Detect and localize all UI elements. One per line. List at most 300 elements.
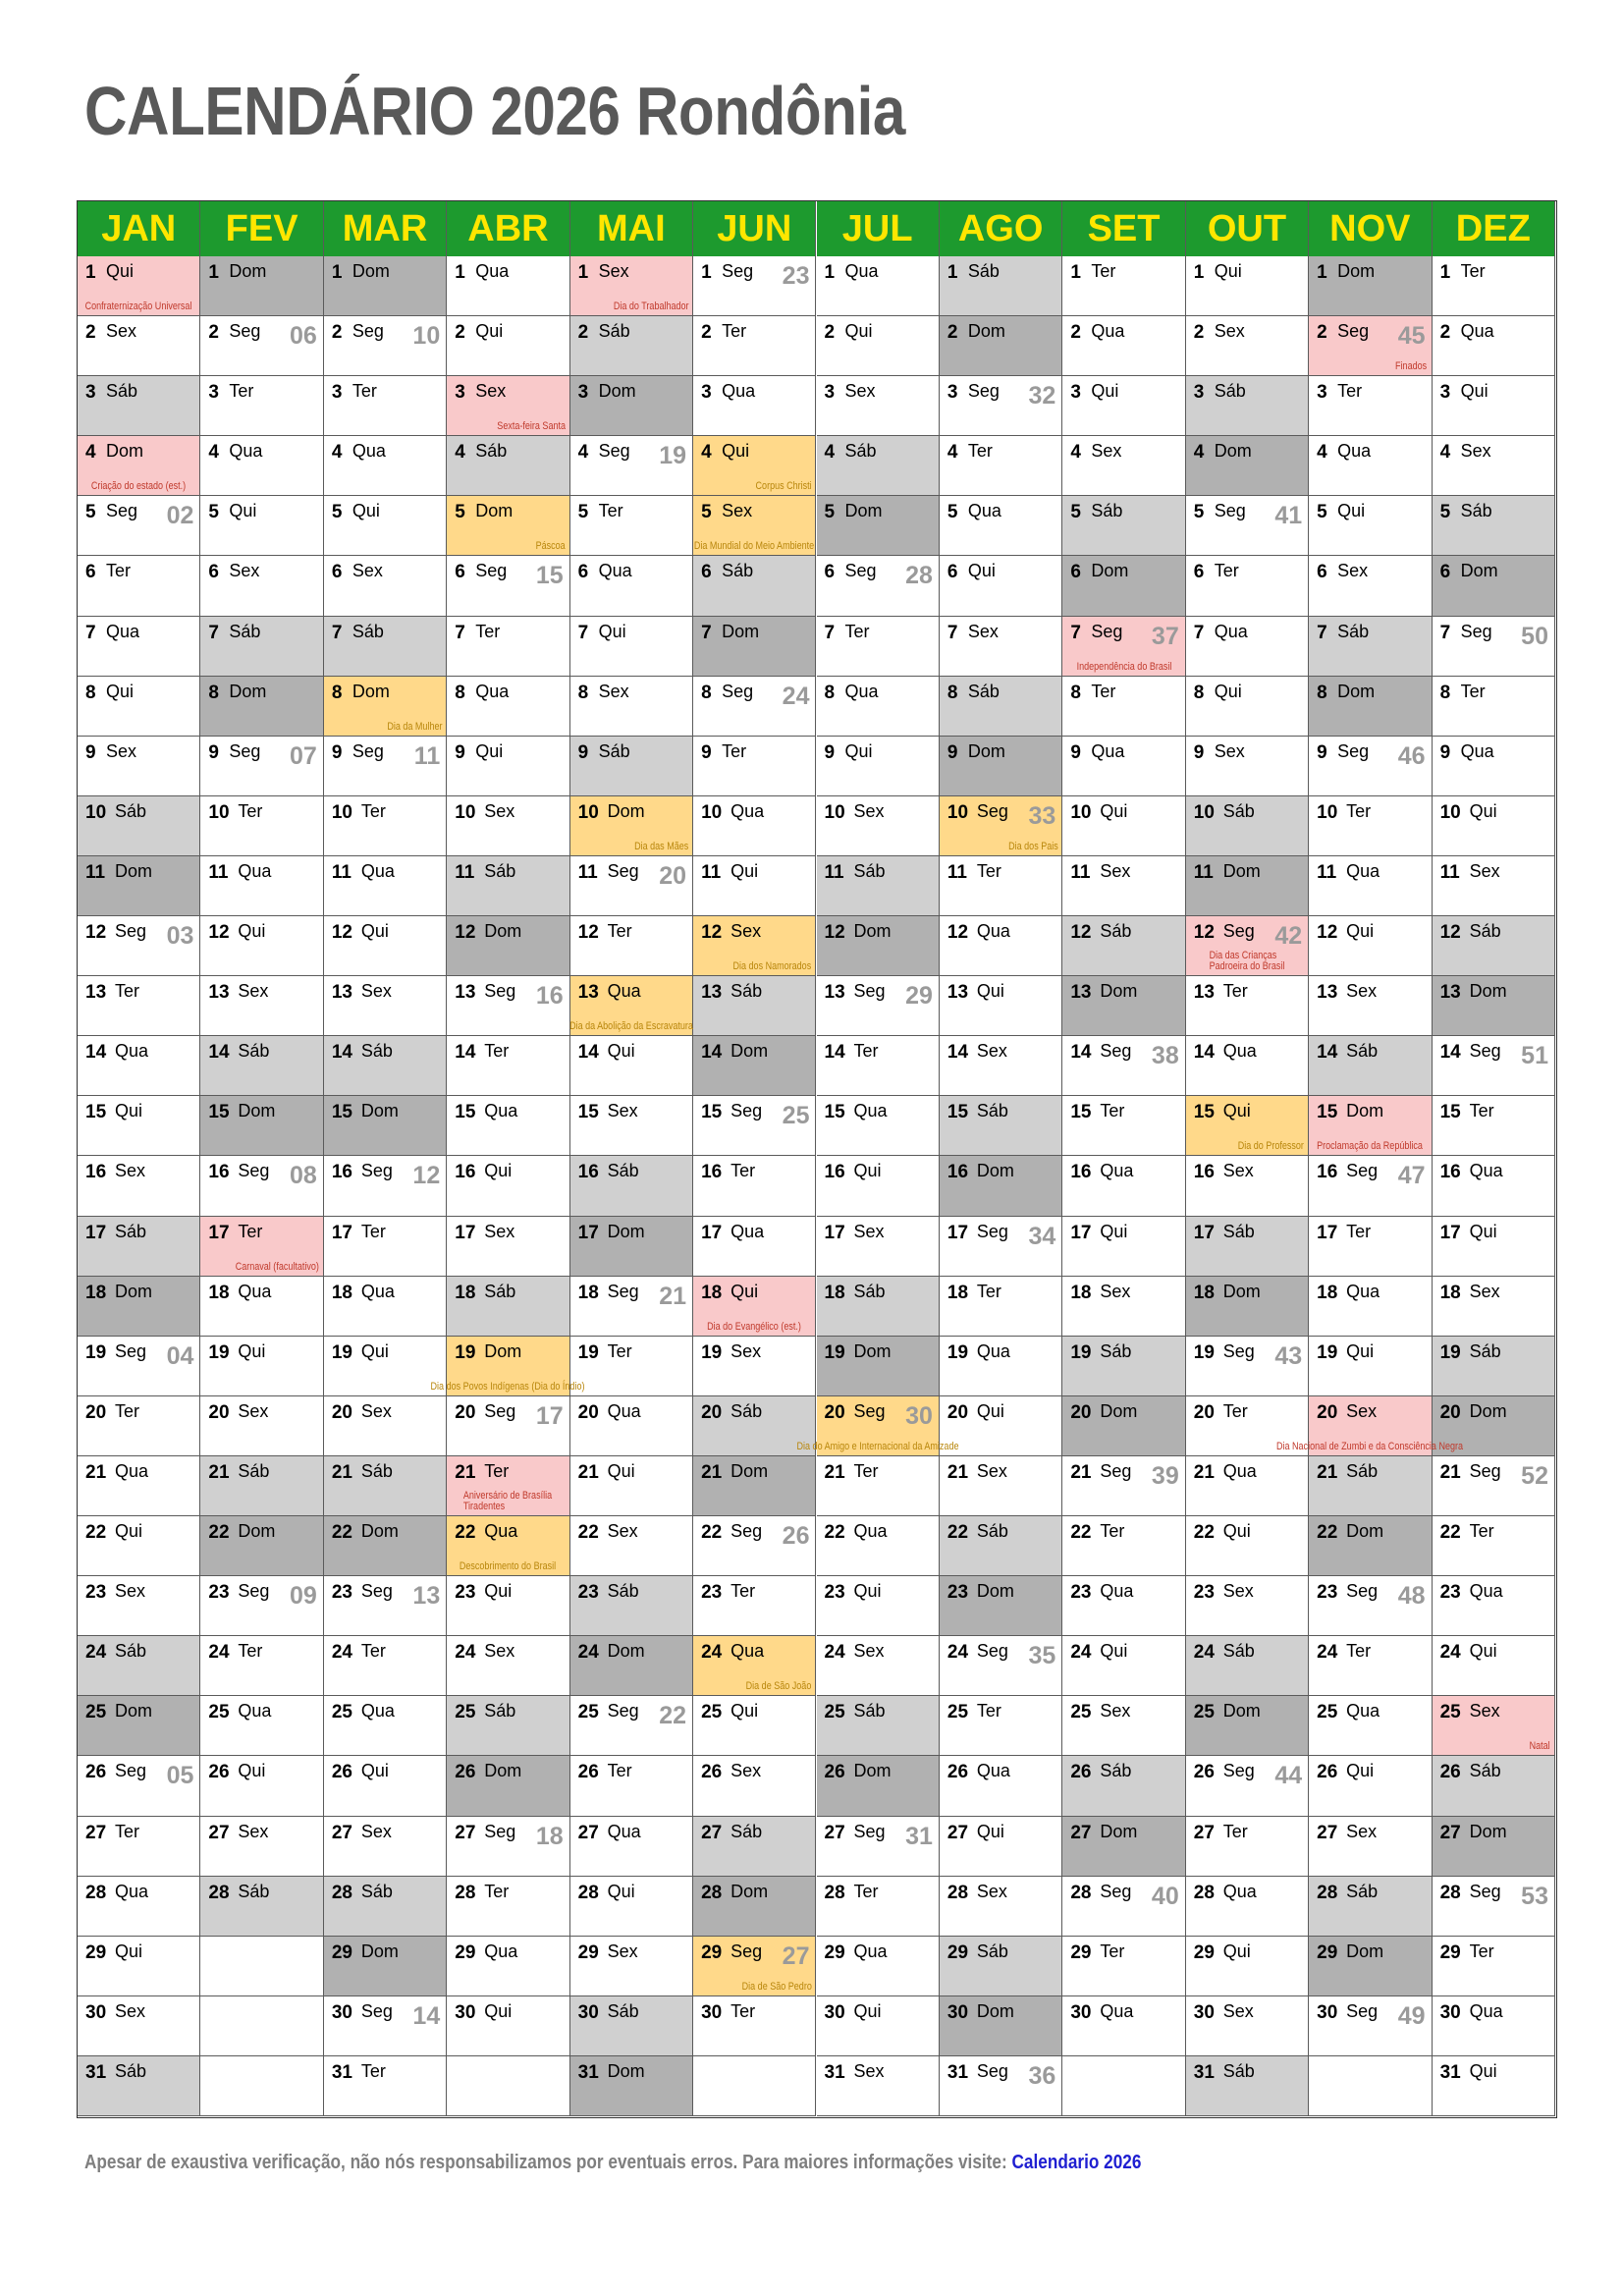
day-cell[interactable] — [324, 1937, 447, 1996]
day-cell[interactable] — [200, 1817, 323, 1877]
day-cell[interactable] — [817, 1096, 940, 1156]
day-cell[interactable] — [1433, 976, 1555, 1036]
day-cell[interactable] — [78, 1036, 200, 1096]
day-cell[interactable] — [1309, 856, 1432, 916]
day-cell[interactable] — [1433, 316, 1555, 376]
day-cell[interactable] — [447, 796, 569, 856]
day-cell[interactable] — [324, 916, 447, 976]
day-cell[interactable] — [447, 376, 569, 436]
day-cell[interactable] — [78, 1456, 200, 1516]
day-cell[interactable] — [324, 1096, 447, 1156]
day-cell[interactable] — [940, 1217, 1062, 1277]
day-cell[interactable] — [940, 1277, 1062, 1337]
day-cell[interactable] — [570, 2056, 693, 2116]
day-cell[interactable] — [78, 1156, 200, 1216]
day-cell[interactable] — [693, 556, 816, 616]
day-cell[interactable] — [78, 976, 200, 1036]
day-cell[interactable] — [940, 1516, 1062, 1576]
day-cell[interactable] — [78, 737, 200, 796]
day-cell[interactable] — [1433, 1096, 1555, 1156]
day-cell[interactable] — [324, 316, 447, 376]
day-cell[interactable] — [1186, 1877, 1309, 1937]
day-cell[interactable] — [693, 617, 816, 677]
day-cell[interactable] — [78, 677, 200, 737]
day-cell[interactable] — [570, 436, 693, 496]
day-cell[interactable] — [1062, 1277, 1185, 1337]
day-cell[interactable] — [447, 1396, 569, 1456]
day-cell[interactable] — [570, 1337, 693, 1396]
day-cell[interactable] — [940, 677, 1062, 737]
day-cell[interactable] — [1433, 677, 1555, 737]
day-cell[interactable] — [78, 1576, 200, 1636]
day-cell[interactable] — [447, 677, 569, 737]
day-cell[interactable] — [693, 256, 816, 316]
day-cell[interactable] — [570, 496, 693, 556]
day-cell[interactable] — [1062, 1217, 1185, 1277]
day-cell[interactable] — [1186, 1937, 1309, 1996]
day-cell[interactable] — [940, 256, 1062, 316]
day-cell[interactable] — [1062, 1996, 1185, 2056]
day-cell[interactable] — [1186, 737, 1309, 796]
day-cell[interactable] — [1062, 496, 1185, 556]
day-cell[interactable] — [1309, 737, 1432, 796]
day-cell[interactable] — [570, 376, 693, 436]
day-cell[interactable] — [693, 1217, 816, 1277]
day-cell[interactable] — [817, 737, 940, 796]
day-cell[interactable] — [1309, 1937, 1432, 1996]
day-cell[interactable] — [940, 496, 1062, 556]
day-cell[interactable] — [447, 1036, 569, 1096]
day-cell[interactable] — [1309, 1277, 1432, 1337]
day-cell[interactable] — [78, 1817, 200, 1877]
day-cell[interactable] — [1433, 1996, 1555, 2056]
day-cell[interactable] — [1433, 1756, 1555, 1816]
day-cell[interactable] — [200, 796, 323, 856]
day-cell[interactable] — [324, 1576, 447, 1636]
day-cell[interactable] — [1433, 376, 1555, 436]
day-cell[interactable] — [817, 376, 940, 436]
day-cell[interactable] — [940, 796, 1062, 856]
day-cell[interactable] — [1062, 1036, 1185, 1096]
day-cell[interactable] — [447, 1817, 569, 1877]
day-cell[interactable] — [940, 436, 1062, 496]
day-cell[interactable] — [1186, 1696, 1309, 1756]
day-cell[interactable] — [1433, 796, 1555, 856]
day-cell[interactable] — [817, 677, 940, 737]
day-cell[interactable] — [1062, 796, 1185, 856]
day-cell[interactable] — [324, 436, 447, 496]
day-cell[interactable] — [1309, 976, 1432, 1036]
day-cell[interactable] — [1433, 1277, 1555, 1337]
day-cell[interactable] — [693, 316, 816, 376]
day-cell[interactable] — [200, 916, 323, 976]
day-cell[interactable] — [1309, 436, 1432, 496]
day-cell[interactable] — [1433, 1636, 1555, 1696]
day-cell[interactable] — [324, 1996, 447, 2056]
day-cell[interactable] — [1062, 617, 1185, 677]
day-cell[interactable] — [817, 256, 940, 316]
day-cell[interactable] — [940, 316, 1062, 376]
day-cell[interactable] — [200, 617, 323, 677]
day-cell[interactable] — [570, 737, 693, 796]
day-cell[interactable] — [1186, 256, 1309, 316]
day-cell[interactable] — [447, 496, 569, 556]
day-cell[interactable] — [817, 1996, 940, 2056]
day-cell[interactable] — [940, 1696, 1062, 1756]
day-cell[interactable] — [1062, 1756, 1185, 1816]
day-cell[interactable] — [447, 617, 569, 677]
day-cell[interactable] — [1062, 1456, 1185, 1516]
day-cell[interactable] — [200, 976, 323, 1036]
day-cell[interactable] — [200, 1516, 323, 1576]
day-cell[interactable] — [324, 1756, 447, 1816]
day-cell[interactable] — [447, 1096, 569, 1156]
day-cell[interactable] — [1186, 1576, 1309, 1636]
day-cell[interactable] — [693, 976, 816, 1036]
day-cell[interactable] — [447, 1456, 569, 1516]
day-cell[interactable] — [1309, 496, 1432, 556]
day-cell[interactable] — [430, 1337, 585, 1396]
day-cell[interactable] — [324, 1217, 447, 1277]
day-cell[interactable] — [1433, 737, 1555, 796]
day-cell[interactable] — [940, 916, 1062, 976]
day-cell[interactable] — [940, 556, 1062, 616]
day-cell[interactable] — [570, 1696, 693, 1756]
day-cell[interactable] — [1433, 1696, 1555, 1756]
day-cell[interactable] — [200, 376, 323, 436]
day-cell[interactable] — [200, 1036, 323, 1096]
day-cell[interactable] — [324, 1277, 447, 1337]
day-cell[interactable] — [447, 1937, 569, 1996]
day-cell[interactable] — [940, 1456, 1062, 1516]
day-cell[interactable] — [570, 617, 693, 677]
day-cell[interactable] — [200, 436, 323, 496]
day-cell[interactable] — [570, 1456, 693, 1516]
day-cell[interactable] — [1309, 256, 1432, 316]
day-cell[interactable] — [324, 1396, 447, 1456]
day-cell[interactable] — [940, 617, 1062, 677]
day-cell[interactable] — [1186, 556, 1309, 616]
day-cell[interactable] — [200, 1877, 323, 1937]
day-cell[interactable] — [324, 376, 447, 436]
day-cell[interactable] — [570, 976, 693, 1036]
day-cell[interactable] — [324, 856, 447, 916]
day-cell[interactable] — [200, 1396, 323, 1456]
day-cell[interactable] — [1062, 556, 1185, 616]
day-cell[interactable] — [78, 496, 200, 556]
day-cell[interactable] — [1309, 1877, 1432, 1937]
day-cell[interactable] — [1309, 1996, 1432, 2056]
day-cell[interactable] — [817, 1156, 940, 1216]
day-cell[interactable] — [78, 1217, 200, 1277]
day-cell[interactable] — [1309, 1337, 1432, 1396]
day-cell[interactable] — [817, 1937, 940, 1996]
day-cell[interactable] — [1186, 1217, 1309, 1277]
day-cell[interactable] — [1309, 316, 1432, 376]
day-cell[interactable] — [324, 1817, 447, 1877]
day-cell[interactable] — [200, 556, 323, 616]
day-cell[interactable] — [817, 617, 940, 677]
day-cell[interactable] — [940, 1937, 1062, 1996]
day-cell[interactable] — [78, 856, 200, 916]
day-cell[interactable] — [1062, 1696, 1185, 1756]
day-cell[interactable] — [1062, 1096, 1185, 1156]
day-cell[interactable] — [324, 1036, 447, 1096]
day-cell[interactable] — [324, 2056, 447, 2116]
day-cell[interactable] — [324, 677, 447, 737]
day-cell[interactable] — [1433, 1036, 1555, 1096]
day-cell[interactable] — [817, 1036, 940, 1096]
day-cell[interactable] — [78, 1756, 200, 1816]
day-cell[interactable] — [78, 556, 200, 616]
day-cell[interactable] — [1062, 916, 1185, 976]
day-cell[interactable] — [570, 1636, 693, 1696]
day-cell[interactable] — [940, 1756, 1062, 1816]
day-cell[interactable] — [570, 556, 693, 616]
day-cell[interactable] — [78, 1937, 200, 1996]
day-cell[interactable] — [1186, 2056, 1309, 2116]
day-cell[interactable] — [1062, 1636, 1185, 1696]
day-cell[interactable] — [570, 856, 693, 916]
day-cell[interactable] — [1062, 316, 1185, 376]
day-cell[interactable] — [78, 916, 200, 976]
day-cell[interactable] — [940, 1036, 1062, 1096]
day-cell[interactable] — [447, 1576, 569, 1636]
day-cell[interactable] — [817, 556, 940, 616]
day-cell[interactable] — [1433, 916, 1555, 976]
day-cell[interactable] — [693, 856, 816, 916]
day-cell[interactable] — [78, 1696, 200, 1756]
day-cell[interactable] — [1186, 1817, 1309, 1877]
day-cell[interactable] — [1062, 1877, 1185, 1937]
day-cell[interactable] — [570, 1036, 693, 1096]
day-cell[interactable] — [1309, 677, 1432, 737]
day-cell[interactable] — [1433, 856, 1555, 916]
day-cell[interactable] — [1062, 856, 1185, 916]
day-cell[interactable] — [1062, 737, 1185, 796]
day-cell[interactable] — [1309, 1036, 1432, 1096]
day-cell[interactable] — [1062, 1576, 1185, 1636]
day-cell[interactable] — [324, 1516, 447, 1576]
day-cell[interactable] — [1309, 796, 1432, 856]
day-cell[interactable] — [1186, 376, 1309, 436]
day-cell[interactable] — [78, 316, 200, 376]
day-cell[interactable] — [1062, 1937, 1185, 1996]
day-cell[interactable] — [1186, 1756, 1309, 1816]
day-cell[interactable] — [1062, 256, 1185, 316]
day-cell[interactable] — [1186, 677, 1309, 737]
day-cell[interactable] — [693, 1937, 816, 1996]
day-cell[interactable] — [796, 1396, 959, 1456]
day-cell[interactable] — [324, 737, 447, 796]
day-cell[interactable] — [570, 1996, 693, 2056]
day-cell[interactable] — [817, 1217, 940, 1277]
day-cell[interactable] — [1433, 496, 1555, 556]
day-cell[interactable] — [1062, 976, 1185, 1036]
day-cell[interactable] — [78, 2056, 200, 2116]
day-cell[interactable] — [200, 1756, 323, 1816]
day-cell[interactable] — [1309, 1696, 1432, 1756]
day-cell[interactable] — [940, 976, 1062, 1036]
day-cell[interactable] — [693, 376, 816, 436]
day-cell[interactable] — [78, 796, 200, 856]
day-cell[interactable] — [940, 1156, 1062, 1216]
day-cell[interactable] — [447, 1156, 569, 1216]
day-cell[interactable] — [940, 1096, 1062, 1156]
day-cell[interactable] — [817, 1337, 940, 1396]
day-cell[interactable] — [447, 1696, 569, 1756]
day-cell[interactable] — [693, 1096, 816, 1156]
day-cell[interactable] — [447, 1217, 569, 1277]
day-cell[interactable] — [1433, 2056, 1555, 2116]
day-cell[interactable] — [817, 1877, 940, 1937]
day-cell[interactable] — [447, 737, 569, 796]
day-cell[interactable] — [1062, 1396, 1185, 1456]
day-cell[interactable] — [1186, 1036, 1309, 1096]
day-cell[interactable] — [1186, 796, 1309, 856]
day-cell[interactable] — [200, 856, 323, 916]
day-cell[interactable] — [1186, 1516, 1309, 1576]
day-cell[interactable] — [447, 1877, 569, 1937]
day-cell[interactable] — [1186, 1456, 1309, 1516]
day-cell[interactable] — [940, 376, 1062, 436]
day-cell[interactable] — [1186, 916, 1309, 976]
day-cell[interactable] — [940, 1996, 1062, 2056]
day-cell[interactable] — [1186, 1636, 1309, 1696]
day-cell[interactable] — [817, 436, 940, 496]
day-cell[interactable] — [940, 1877, 1062, 1937]
day-cell[interactable] — [817, 496, 940, 556]
day-cell[interactable] — [570, 1156, 693, 1216]
day-cell[interactable] — [1186, 316, 1309, 376]
day-cell[interactable] — [324, 1696, 447, 1756]
day-cell[interactable] — [693, 1036, 816, 1096]
day-cell[interactable] — [78, 1996, 200, 2056]
day-cell[interactable] — [324, 976, 447, 1036]
day-cell[interactable] — [200, 1277, 323, 1337]
day-cell[interactable] — [1433, 1217, 1555, 1277]
day-cell[interactable] — [200, 1217, 323, 1277]
day-cell[interactable] — [1433, 256, 1555, 316]
day-cell[interactable] — [324, 617, 447, 677]
day-cell[interactable] — [1309, 1817, 1432, 1877]
day-cell[interactable] — [1062, 1337, 1185, 1396]
day-cell[interactable] — [1186, 1337, 1309, 1396]
day-cell[interactable] — [1062, 436, 1185, 496]
day-cell[interactable] — [940, 1576, 1062, 1636]
day-cell[interactable] — [447, 1996, 569, 2056]
day-cell[interactable] — [1186, 1277, 1309, 1337]
day-cell[interactable] — [1309, 1456, 1432, 1516]
day-cell[interactable] — [817, 856, 940, 916]
day-cell[interactable] — [693, 1576, 816, 1636]
day-cell[interactable] — [324, 556, 447, 616]
day-cell[interactable] — [200, 737, 323, 796]
day-cell[interactable] — [447, 1756, 569, 1816]
day-cell[interactable] — [693, 1337, 816, 1396]
day-cell[interactable] — [78, 617, 200, 677]
day-cell[interactable] — [1186, 976, 1309, 1036]
day-cell[interactable] — [78, 1096, 200, 1156]
day-cell[interactable] — [693, 1156, 816, 1216]
day-cell[interactable] — [570, 796, 693, 856]
day-cell[interactable] — [693, 1696, 816, 1756]
day-cell[interactable] — [447, 976, 569, 1036]
day-cell[interactable] — [570, 1756, 693, 1816]
day-cell[interactable] — [324, 1877, 447, 1937]
day-cell[interactable] — [817, 1817, 940, 1877]
day-cell[interactable] — [570, 1516, 693, 1576]
day-cell[interactable] — [1433, 1156, 1555, 1216]
day-cell[interactable] — [1433, 1456, 1555, 1516]
calendar-link[interactable]: Calendario 2026 — [1011, 2152, 1142, 2173]
day-cell[interactable] — [817, 916, 940, 976]
day-cell[interactable] — [447, 1636, 569, 1696]
day-cell[interactable] — [200, 256, 323, 316]
day-cell[interactable] — [817, 976, 940, 1036]
day-cell[interactable] — [78, 1877, 200, 1937]
day-cell[interactable] — [817, 1636, 940, 1696]
day-cell[interactable] — [1276, 1396, 1464, 1456]
day-cell[interactable] — [693, 1877, 816, 1937]
day-cell[interactable] — [324, 1337, 447, 1396]
day-cell[interactable] — [324, 1156, 447, 1216]
day-cell[interactable] — [693, 1277, 816, 1337]
day-cell[interactable] — [1433, 1877, 1555, 1937]
day-cell[interactable] — [570, 677, 693, 737]
day-cell[interactable] — [570, 1096, 693, 1156]
day-cell[interactable] — [940, 737, 1062, 796]
day-cell[interactable] — [1062, 677, 1185, 737]
day-cell[interactable] — [570, 1277, 693, 1337]
day-cell[interactable] — [200, 1337, 323, 1396]
day-cell[interactable] — [1433, 1817, 1555, 1877]
day-cell[interactable] — [324, 496, 447, 556]
day-cell[interactable] — [1186, 436, 1309, 496]
day-cell[interactable] — [570, 916, 693, 976]
day-cell[interactable] — [1186, 1156, 1309, 1216]
day-cell[interactable] — [447, 1277, 569, 1337]
day-cell[interactable] — [693, 1456, 816, 1516]
day-cell[interactable] — [447, 316, 569, 376]
day-cell[interactable] — [1186, 617, 1309, 677]
day-cell[interactable] — [1309, 916, 1432, 976]
day-cell[interactable] — [693, 737, 816, 796]
day-cell[interactable] — [817, 1576, 940, 1636]
day-cell[interactable] — [1433, 1937, 1555, 1996]
day-cell[interactable] — [817, 1277, 940, 1337]
day-cell[interactable] — [200, 677, 323, 737]
day-cell[interactable] — [78, 1516, 200, 1576]
day-cell[interactable] — [324, 796, 447, 856]
day-cell[interactable] — [1309, 1156, 1432, 1216]
day-cell[interactable] — [447, 1516, 569, 1576]
day-cell[interactable] — [447, 916, 569, 976]
day-cell[interactable] — [1186, 856, 1309, 916]
day-cell[interactable] — [817, 796, 940, 856]
day-cell[interactable] — [78, 376, 200, 436]
day-cell[interactable] — [78, 436, 200, 496]
day-cell[interactable] — [200, 1456, 323, 1516]
day-cell[interactable] — [570, 1396, 693, 1456]
day-cell[interactable] — [324, 1456, 447, 1516]
day-cell[interactable] — [570, 256, 693, 316]
day-cell[interactable] — [200, 1156, 323, 1216]
day-cell[interactable] — [1186, 496, 1309, 556]
day-cell[interactable] — [817, 316, 940, 376]
day-cell[interactable] — [570, 1217, 693, 1277]
day-cell[interactable] — [324, 1636, 447, 1696]
